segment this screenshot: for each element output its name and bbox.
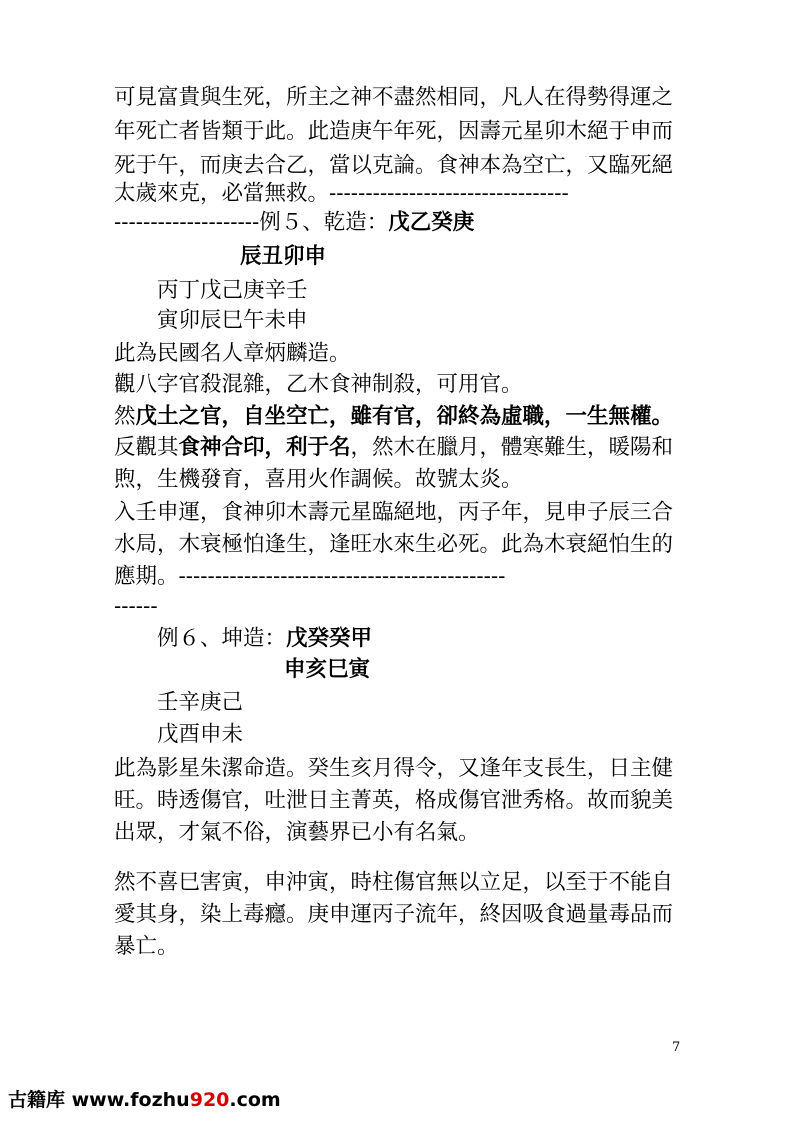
- luck-stems: 丙丁戊己庚辛壬: [157, 278, 308, 303]
- example-6-heading: [157, 622, 372, 656]
- pillars-branches: 辰丑卯申: [240, 244, 327, 269]
- text-line: 暴亡。: [114, 934, 179, 959]
- bold-phrase: 食神合印，利于名: [178, 435, 351, 460]
- luck-branches: 戊酉申未: [157, 722, 244, 747]
- text-line: 觀八字官殺混雜，乙木食神制殺，可用官。: [114, 372, 523, 397]
- bold-phrase: 戊土之官，自坐空亡，雖有官，卻終為虛職，一生無權。: [135, 404, 674, 429]
- site-watermark: 古籍库 www.fozhu920.com: [8, 1089, 281, 1111]
- text-line: 年死亡者皆類于此。此造庚午年死，因壽元星卯木絕于申而: [114, 119, 674, 144]
- text-line: 此為影星朱潔命造。癸生亥月得令，又逢年支長生，日主健: [114, 756, 674, 781]
- text-line: 愛其身，染上毒癮。庚申運丙子流年，終因吸食過量毒品而: [114, 902, 674, 927]
- text-line: 旺。時透傷官，吐泄日主菁英，格成傷官泄秀格。故而貌美: [114, 788, 674, 813]
- text-line: 入壬申運，食神卯木壽元星臨絕地，丙子年，見申子辰三合: [114, 500, 674, 525]
- example-5-heading: [114, 206, 474, 240]
- watermark-highlight: 920: [189, 1089, 230, 1111]
- text-line: 煦，生機發育，喜用火作調候。故號太炎。: [114, 467, 523, 492]
- pillars-stems: 戊乙癸庚: [388, 210, 475, 235]
- divider-and-label: --------------------例５、乾造：: [114, 210, 389, 235]
- example-label: 例６、坤造：: [157, 626, 287, 651]
- divider-line: ------: [114, 594, 158, 619]
- text-line: 太歲來克，必當無救。---------------------------------: [114, 181, 569, 206]
- text-line: 然戊土之官，自坐空亡，雖有官，卻終為虛職，一生無權。: [114, 404, 674, 429]
- text-line: 可見富貴與生死，所主之神不盡然相同，凡人在得勢得運之: [114, 85, 674, 110]
- luck-stems: 壬辛庚己: [157, 690, 244, 715]
- pillars-branches: 申亥巳寅: [284, 657, 371, 682]
- text-line: 死于午，而庚去合乙，當以克論。食神本為空亡，又臨死絕: [114, 153, 674, 178]
- text-line: 此為民國名人章炳麟造。: [114, 341, 351, 366]
- text-line: 然不喜巳害寅，申沖寅，時柱傷官無以立足，以至于不能自: [114, 870, 674, 895]
- text-line: 水局，木衰極怕逢生，逢旺水來生必死。此為木衰絕怕生的: [114, 532, 674, 557]
- pillars-stems: 戊癸癸甲: [286, 626, 373, 651]
- text-line: 反觀其食神合印，利于名，然木在臘月，體寒難生，暖陽和: [114, 435, 674, 460]
- luck-branches: 寅卯辰巳午未申: [157, 308, 308, 333]
- text-line: 出眾，才氣不俗，演藝界已小有名氣。: [114, 820, 480, 845]
- page-number: 7: [672, 1040, 681, 1055]
- text-line: 應期。---------------------------------------------: [114, 564, 506, 589]
